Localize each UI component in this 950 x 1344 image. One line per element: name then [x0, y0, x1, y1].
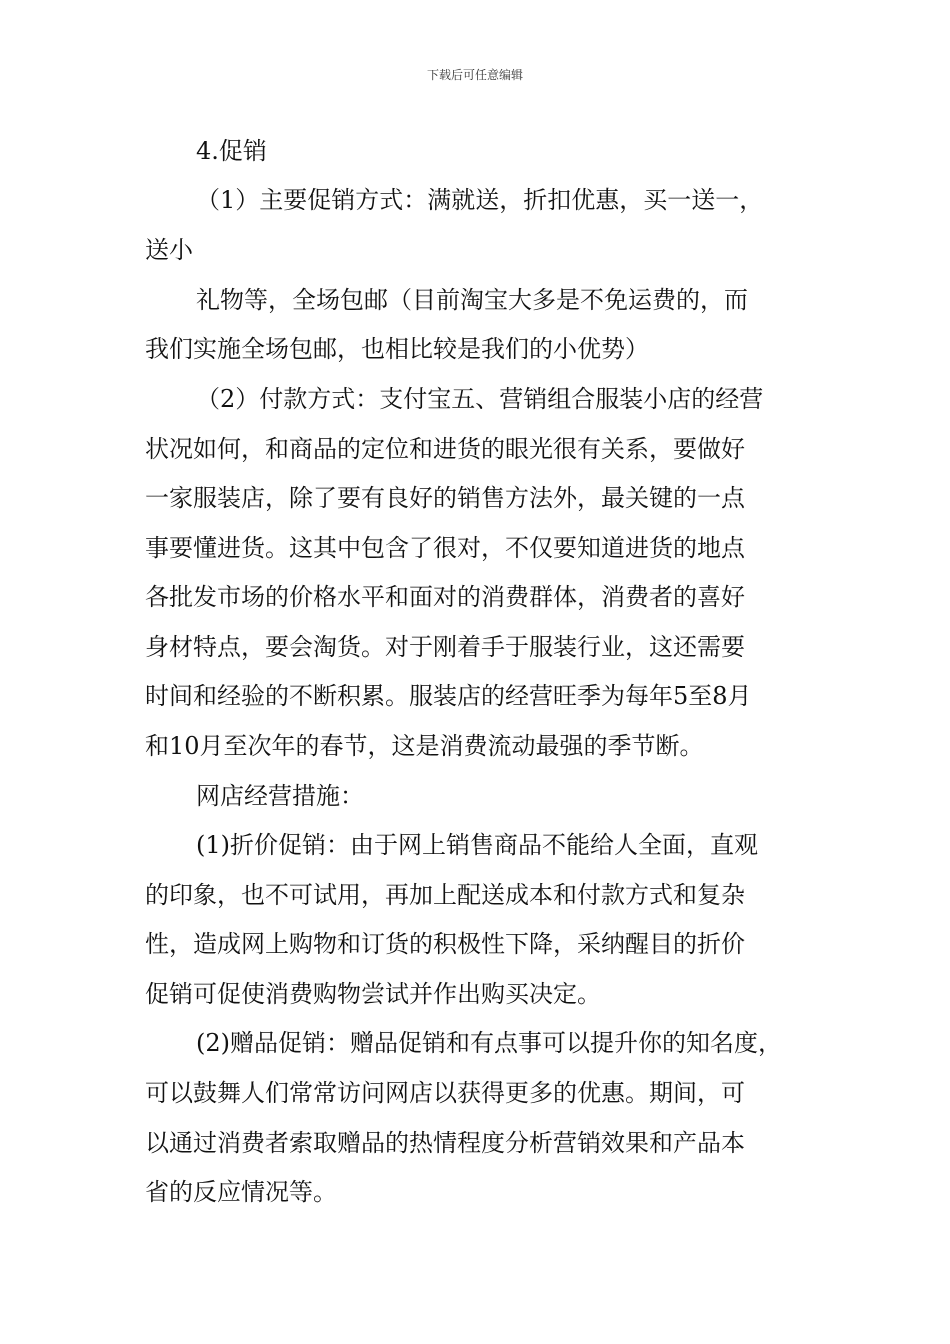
paragraph-line: 可以鼓舞人们常常访问网店以获得更多的优惠。期间，可: [145, 1079, 745, 1107]
section-heading: 4.促销: [196, 137, 267, 165]
paragraph-line: 身材特点，要会淘货。对于刚着手于服装行业，这还需要: [145, 633, 745, 661]
paragraph-line: 时间和经验的不断积累。服装店的经营旺季为每年5至8月: [145, 682, 752, 710]
subsection-heading: 网店经营措施：: [196, 782, 364, 810]
paragraph-line: 我们实施全场包邮，也相比较是我们的小优势）: [145, 335, 649, 363]
paragraph-line: 的印象，也不可试用，再加上配送成本和付款方式和复杂: [145, 881, 745, 909]
paragraph-line: 一家服装店，除了要有良好的销售方法外，最关键的一点: [145, 484, 745, 512]
paragraph-line: 和10月至次年的春节，这是消费流动最强的季节断。: [145, 732, 704, 760]
paragraph-line: 事要懂进货。这其中包含了很对，不仅要知道进货的地点: [145, 534, 745, 562]
paragraph-line: （2）付款方式：支付宝五、营销组合服装小店的经营: [196, 385, 764, 413]
page-header-note: 下载后可任意编辑: [426, 68, 523, 82]
paragraph-line: 状况如何，和商品的定位和进货的眼光很有关系，要做好: [145, 435, 745, 463]
paragraph-line: 各批发市场的价格水平和面对的消费群体，消费者的喜好: [145, 583, 745, 611]
paragraph-line: 性，造成网上购物和订货的积极性下降，采纳醒目的折价: [145, 930, 745, 958]
paragraph-line: 以通过消费者索取赠品的热情程度分析营销效果和产品本: [145, 1129, 745, 1157]
paragraph-line: （1）主要促销方式：满就送，折扣优惠，买一送一，: [196, 186, 764, 214]
paragraph-line: (1)折价促销：由于网上销售商品不能给人全面，直观: [196, 831, 758, 859]
paragraph-line: 送小: [145, 236, 193, 264]
paragraph-line: 省的反应情况等。: [145, 1178, 337, 1206]
paragraph-line: 促销可促使消费购物尝试并作出购买决定。: [145, 980, 601, 1008]
paragraph-line: 礼物等，全场包邮（目前淘宝大多是不免运费的，而: [196, 286, 748, 314]
paragraph-line: (2)赠品促销：赠品促销和有点事可以提升你的知名度，: [196, 1029, 782, 1057]
